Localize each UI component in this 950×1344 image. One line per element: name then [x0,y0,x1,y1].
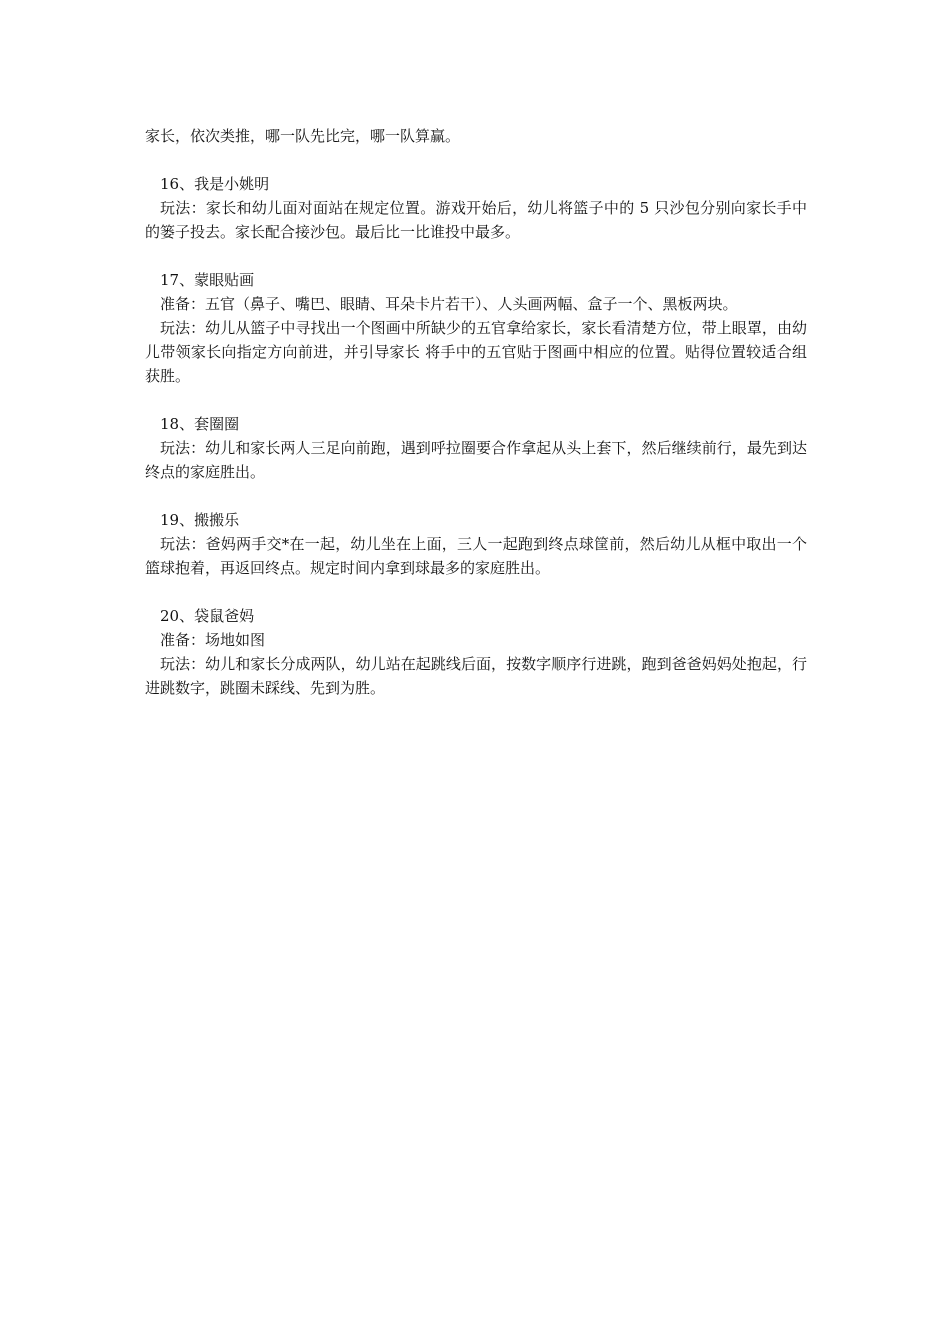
section-paragraph: 准备：场地如图 [160,631,266,649]
section-19 [145,508,807,580]
section-paragraph: 玩法：家长和幼儿面对面站在规定位置。游戏开始后，幼儿将篮子中的 5 只沙包分别向家长手中的篓子投去。家长配合接沙包。最后比一比谁投中最多。 [145,199,807,241]
section-20 [145,604,807,700]
section-17 [145,268,807,388]
intro-continuation: 家长，依次类推，哪一队先比完，哪一队算赢。 [145,127,461,145]
document-page [145,124,807,700]
section-16 [145,172,807,244]
section-title: 18、套圈圈 [160,415,240,433]
section-paragraph: 玩法：幼儿和家长两人三足向前跑，遇到呼拉圈要合作拿起从头上套下，然后继续前行，最先到达终点的家庭胜出。 [145,439,807,481]
section-paragraph: 玩法：幼儿和家长分成两队，幼儿站在起跳线后面，按数字顺序行进跳，跑到爸爸妈妈处抱起，行进跳数字，跳圈未踩线、先到为胜。 [145,655,807,697]
section-18 [145,412,807,484]
section-paragraph: 玩法：幼儿从篮子中寻找出一个图画中所缺少的五官拿给家长，家长看清楚方位，带上眼罩，由幼儿带领家长向指定方向前进，并引导家长 将手中的五官贴于图画中相应的位置。贴得位置较适合组获胜。 [145,319,807,385]
section-title: 20、袋鼠爸妈 [160,607,255,625]
section-title: 16、我是小姚明 [160,175,270,193]
section-paragraph: 准备：五官（鼻子、嘴巴、眼睛、耳朵卡片若干）、人头画两幅、盒子一个、黑板两块。 [160,295,738,313]
section-title: 19、搬搬乐 [160,511,240,529]
section-paragraph: 玩法：爸妈两手交*在一起，幼儿坐在上面，三人一起跑到终点球筐前，然后幼儿从框中取出一个篮球抱着，再返回终点。规定时间内拿到球最多的家庭胜出。 [145,535,807,577]
section-title: 17、蒙眼贴画 [160,271,255,289]
